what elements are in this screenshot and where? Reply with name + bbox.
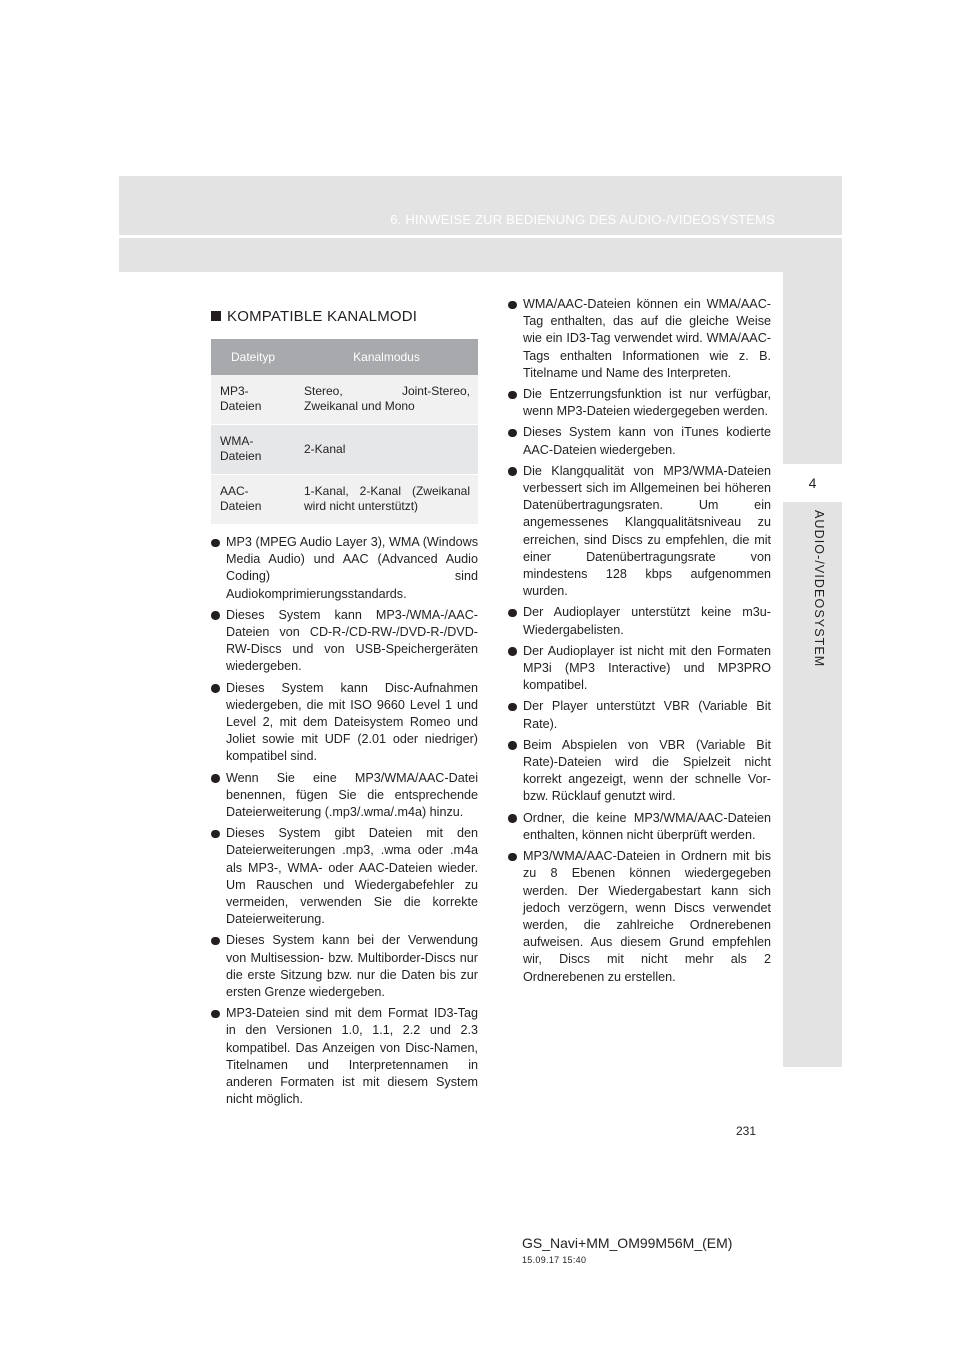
right-column <box>508 296 771 990</box>
bullet-dot-icon <box>211 774 220 783</box>
list-item: Beim Abspielen von VBR (Variable Bit Rate)-Dateien wird die Spielzeit nicht korrekt angezeigt, wenn der schnelle Vor- bzw. Rücklauf genutzt wird. <box>508 737 771 806</box>
list-item: Ordner, die keine MP3/WMA/AAC-Dateien enthalten, können nicht überprüft werden. <box>508 810 771 844</box>
bullet-dot-icon <box>211 937 220 946</box>
list-item: Dieses System kann von iTunes kodierte AAC-Dateien wiedergeben. <box>508 424 771 458</box>
chapter-side-tab <box>783 272 842 1067</box>
table-cell-channel-mode: Stereo, Joint-Stereo, Zweikanal und Mono <box>295 375 478 425</box>
header-divider <box>119 235 842 238</box>
list-item: MP3 (MPEG Audio Layer 3), WMA (Windows Media Audio) und AAC (Advanced Audio Coding) sind Audiokomprimierungsstandards. <box>211 534 478 603</box>
chapter-number: 4 <box>808 475 817 491</box>
table-cell-file-type: MP3- Dateien <box>211 375 295 425</box>
list-item: Der Audioplayer unterstützt keine m3u-Wiedergabelisten. <box>508 604 771 638</box>
table-cell-channel-mode: 2-Kanal <box>295 425 478 475</box>
list-item: Der Player unterstützt VBR (Variable Bit Rate). <box>508 698 771 732</box>
bullet-dot-icon <box>508 429 517 438</box>
list-item: Die Entzerrungsfunktion ist nur verfügbar, wenn MP3-Dateien wiedergegeben werden. <box>508 386 771 420</box>
bullet-dot-icon <box>211 1010 220 1019</box>
bullet-dot-icon <box>508 741 517 750</box>
list-item: MP3-Dateien sind mit dem Format ID3-Tag in den Versionen 1.0, 1.1, 2.2 und 2.3 kompatibel. Das Anzeigen von Disc-Namen, Titelnamen und Interpretennamen in anderen Formaten ist mit diesem System nicht möglich. <box>211 1005 478 1108</box>
bullet-dot-icon <box>211 611 220 620</box>
bullet-list-left <box>211 534 478 1109</box>
bullet-dot-icon <box>508 853 517 862</box>
list-item: MP3/WMA/AAC-Dateien in Ordnern mit bis zu 8 Ebenen können wiedergegeben werden. Der Wiedergabestart kann sich jedoch verzögern, wenn Discs verwendet werden, die zahlreiche Ordnerebenen aufweisen. Aus diesem Grund empfehlen wir, Discs mit nicht mehr als 2 Ordnerebenen zu erstellen. <box>508 848 771 986</box>
print-timestamp: 15.09.17 15:40 <box>522 1255 587 1265</box>
table-cell-file-type: AAC- Dateien <box>211 475 295 525</box>
list-item: WMA/AAC-Dateien können ein WMA/AAC-Tag enthalten, das auf die gleiche Weise wie ein ID3-Tag verwendet wird. WMA/AAC-Tags enthalten Informationen wie z. B. Titelname und Name des Interpreten. <box>508 296 771 382</box>
square-bullet-icon <box>211 311 221 321</box>
table-cell-channel-mode: 1-Kanal, 2-Kanal (Zweikanal wird nicht unterstützt) <box>295 475 478 525</box>
bullet-dot-icon <box>508 467 517 476</box>
bullet-dot-icon <box>508 391 517 400</box>
bullet-dot-icon <box>508 301 517 310</box>
section-heading-text: KOMPATIBLE KANALMODI <box>227 308 418 325</box>
bullet-list-right <box>508 296 771 986</box>
bullet-dot-icon <box>508 814 517 823</box>
document-code: GS_Navi+MM_OM99M56M_(EM) <box>522 1235 733 1251</box>
table-row <box>211 425 478 475</box>
section-heading <box>211 308 478 325</box>
bullet-dot-icon <box>508 609 517 618</box>
page-number: 231 <box>736 1124 757 1138</box>
section-header-title: 6. HINWEISE ZUR BEDIENUNG DES AUDIO-/VIDEOSYSTEMS <box>390 212 775 227</box>
list-item: Dieses System gibt Dateien mit den Dateierweiterungen .mp3, .wma oder .m4a als MP3-, WMA- oder AAC-Dateien wieder. Um Rauschen und Wiedergabefehler zu vermeiden, verwenden Sie die korrekte Dateierweiterung. <box>211 825 478 928</box>
table-cell-file-type: WMA- Dateien <box>211 425 295 475</box>
table-row <box>211 475 478 525</box>
table-row <box>211 375 478 425</box>
chapter-label: AUDIO-/VIDEOSYSTEM <box>812 510 826 668</box>
table-header-channel-mode: Kanalmodus <box>295 339 478 375</box>
bullet-dot-icon <box>211 539 220 548</box>
bullet-dot-icon <box>211 830 220 839</box>
left-column <box>211 308 478 1113</box>
list-item: Dieses System kann bei der Verwendung von Multisession- bzw. Multiborder-Discs nur die erste Sitzung bzw. nur die Daten bis zur ersten Grenze wiedergeben. <box>211 932 478 1001</box>
table-header-row <box>211 339 478 375</box>
list-item: Dieses System kann Disc-Aufnahmen wiedergeben, die mit ISO 9660 Level 1 und Level 2, mit dem Dateisystem Romeo und Joliet sowie mit UDF (2.01 oder niedriger) kompatibel sind. <box>211 680 478 766</box>
table-header-file-type: Dateityp <box>211 339 295 375</box>
bullet-dot-icon <box>508 647 517 656</box>
channel-mode-table <box>211 339 478 525</box>
chapter-number-box <box>783 464 842 502</box>
list-item: Die Klangqualität von MP3/WMA-Dateien verbessert sich im Allgemeinen bei höheren Datenübertragungsraten. Um ein angemessenes Klangqualitätsniveau zu erreichen, sind Discs zu empfehlen, die mit einer Datenübertragungsrate von mindestens 128 kbps aufgenommen wurden. <box>508 463 771 601</box>
list-item: Dieses System kann MP3-/WMA-/AAC-Dateien von CD-R-/CD-RW-/DVD-R-/DVD-RW-Discs und von USB-Speichergeräten wiedergeben. <box>211 607 478 676</box>
bullet-dot-icon <box>211 684 220 693</box>
bullet-dot-icon <box>508 703 517 712</box>
list-item: Der Audioplayer ist nicht mit den Formaten MP3i (MP3 Interactive) und MP3PRO kompatibel. <box>508 643 771 695</box>
list-item: Wenn Sie eine MP3/WMA/AAC-Datei benennen, fügen Sie die entsprechende Dateierweiterung (.mp3/.wma/.m4a) hinzu. <box>211 770 478 822</box>
